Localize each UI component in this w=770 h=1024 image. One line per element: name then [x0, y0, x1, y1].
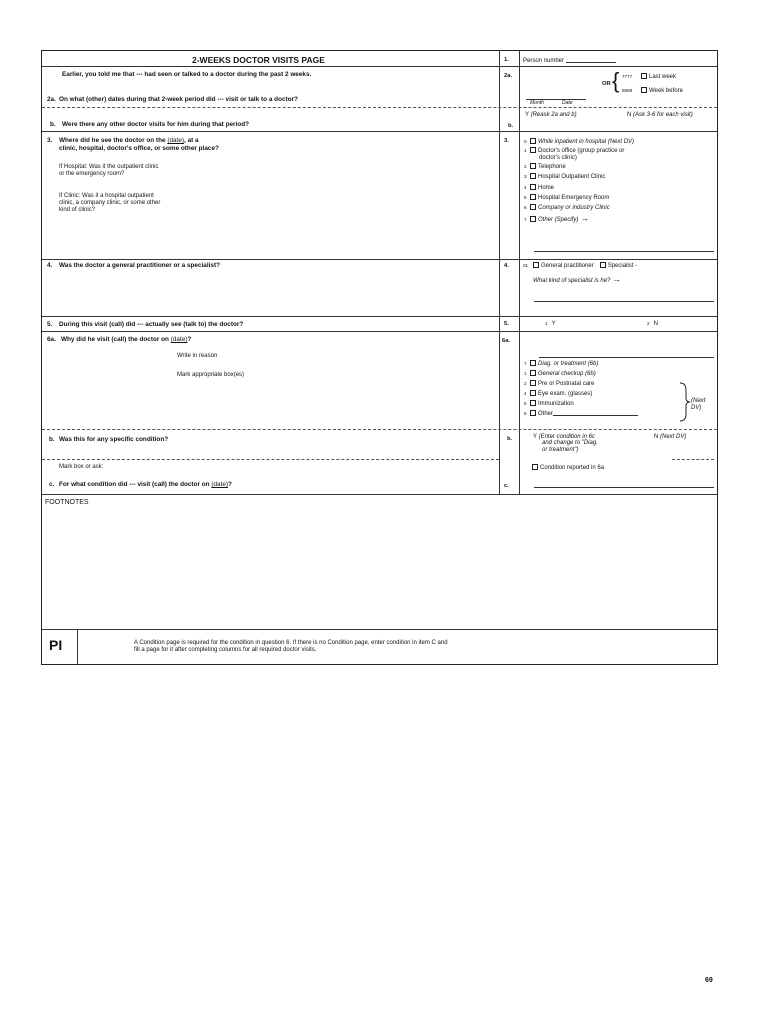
q5-item-number: 5. [504, 321, 509, 327]
q6a-right-brace [679, 382, 691, 422]
q3-clin1: If Clinic: Was it a hospital outpatient [59, 193, 154, 199]
checkbox[interactable] [530, 370, 536, 376]
code: 1 [545, 321, 548, 326]
q4-specialist-label: Specialist - [607, 263, 638, 269]
q3-option-label: Hospital Emergency Room [538, 194, 610, 201]
person-number-field[interactable] [523, 56, 616, 64]
q2b-text: Were there any other doctor visits for him during that period? [62, 121, 250, 128]
checkbox-last-week[interactable] [641, 73, 647, 79]
q6a-options [524, 359, 638, 419]
q3-option-outpatient[interactable] [524, 172, 634, 182]
q6b-yes-note1: (Enter condition in 6c [538, 434, 595, 440]
q6c-item-number: c. [504, 483, 509, 489]
checkbox-week-before[interactable] [641, 87, 647, 93]
q6a-reason-line[interactable] [539, 357, 714, 358]
q3-line1b: , at a [184, 137, 199, 144]
code: 2 [647, 321, 650, 326]
q6b-yes-note2: and change to "Diag. [542, 440, 598, 447]
q4-gp-label: General practitioner [541, 263, 594, 269]
q6a-option-label: Diag. or treatment (6b) [538, 361, 599, 367]
q3-option-doctor-office[interactable] [524, 147, 634, 155]
q6b-no: N [654, 434, 659, 440]
q6a-option-label: Immunization [538, 401, 574, 407]
q4-item-number: 4. [504, 263, 509, 269]
checkbox[interactable] [530, 163, 536, 169]
q3-option-label: Hospital Outpatient Clinic [538, 174, 606, 181]
q3-option-label: Company or industry Clinic [538, 205, 610, 212]
q3-option-home[interactable] [524, 183, 634, 193]
q6a-mark: Mark appropriate box(es) [177, 372, 245, 378]
q3-option-label: doctor's clinic) [539, 155, 577, 162]
q6b-reported-label: Condition reported in 6a [540, 465, 605, 471]
q6b-text: Was this for any specific condition? [59, 436, 169, 443]
q6c-qmark: ? [228, 481, 232, 488]
q6c-line [59, 481, 232, 488]
checkbox[interactable] [530, 184, 536, 190]
arrow-icon: → [580, 213, 590, 224]
code: 7 [524, 361, 527, 366]
q3-options [524, 137, 634, 225]
checkbox[interactable] [530, 380, 536, 386]
q3-line1-text: Where did he see the doctor on the [59, 137, 166, 144]
q2b-no-option[interactable] [627, 112, 693, 118]
q3-date-fill: (date) [167, 137, 185, 144]
checkbox[interactable] [530, 216, 536, 222]
q3-specify-line[interactable] [534, 251, 714, 252]
code: 01 [523, 263, 529, 268]
date-label: Date [562, 100, 573, 106]
q5-yes: Y [551, 321, 556, 327]
q2b-no-note: (Ask 3-6 for each visit) [633, 112, 693, 118]
q2a-week-before-label: Week before [649, 88, 683, 94]
code: 5 [524, 401, 527, 406]
q6a-other-line[interactable] [553, 409, 638, 416]
q6a-qmark: ? [187, 336, 192, 343]
code: 0 [524, 139, 527, 144]
person-number-line [566, 56, 616, 63]
code: 3 [524, 174, 527, 180]
q3-option-label: Telephone [538, 164, 566, 171]
q6a-option-label: Eye exam. (glasses) [538, 391, 593, 397]
q2a-last-week-label: Last week [649, 74, 677, 80]
q2a-code-last: 7777 [622, 74, 633, 79]
q6a-option-diag[interactable] [524, 359, 638, 369]
q2b-yes-option[interactable] [525, 112, 577, 118]
q6b-mark: Mark box or ask: [59, 464, 104, 470]
checkbox[interactable] [530, 390, 536, 396]
q6c-date-fill: (date) [211, 481, 229, 488]
q6a-option-label: General checkup (6b) [538, 371, 596, 377]
q6b-no-note: (Next DV) [660, 434, 687, 440]
q6a-number: 6a. [47, 336, 56, 343]
q6a-option-natal[interactable] [524, 379, 638, 389]
checkbox[interactable] [530, 400, 536, 406]
code: 4 [524, 184, 527, 190]
q6c-number: c. [49, 481, 55, 488]
specialist-line[interactable] [534, 301, 714, 302]
q3-clin2: clinic, a company clinic, or some other [59, 200, 161, 206]
q5-no-option[interactable] [647, 321, 658, 327]
code: 6 [524, 411, 527, 416]
q6a-option-immunization[interactable] [524, 399, 638, 409]
q5-no: N [653, 321, 659, 327]
q2b-yes-note: (Reask 2a and b) [530, 112, 577, 118]
q2a-code-before: 8888 [622, 88, 633, 93]
q3-option-telephone[interactable] [524, 162, 634, 172]
q6a-option-other[interactable] [524, 409, 638, 419]
q6a-text: Why did he visit (call) the doctor on [61, 336, 169, 343]
checkbox-specialist[interactable] [600, 262, 606, 268]
checkbox[interactable] [530, 194, 536, 200]
q6a-item-number: 6a. [502, 338, 511, 344]
q6a-next-dv: (Next DV) [691, 398, 706, 411]
q3-option-inpatient[interactable] [524, 137, 634, 147]
q4-text: Was the doctor a general practitioner or a specialist? [59, 262, 220, 269]
q2a-last-week-option[interactable] [622, 73, 676, 80]
page-title: 2-WEEKS DOCTOR VISITS PAGE [192, 55, 325, 65]
q6a-option-eye[interactable] [524, 389, 638, 399]
q3-clin3: kind of clinic? [59, 207, 96, 213]
q2a-text: On what (other) dates during that 2-week period did --- visit or talk to a doctor? [59, 96, 298, 103]
pi-label: PI [49, 637, 63, 653]
checkbox-general-practitioner[interactable] [533, 262, 539, 268]
checkbox[interactable] [530, 173, 536, 179]
checkbox[interactable] [530, 410, 536, 416]
q3-option-other[interactable] [524, 213, 634, 225]
q3-option-company[interactable] [524, 203, 634, 213]
q3-line1 [59, 137, 199, 144]
q6b-item-number: b. [507, 436, 513, 442]
q4-number: 4. [47, 262, 53, 269]
q3-option-label: While inpatient in hospital (Next DV) [538, 139, 635, 145]
q3-line2: clinic, hospital, doctor's office, or some other place? [59, 145, 219, 152]
q3-number: 3. [47, 137, 53, 144]
q6b-reported-option[interactable] [531, 464, 604, 471]
q3-option-label: Home [538, 184, 555, 191]
q2a-week-before-option[interactable] [622, 87, 683, 94]
q2b-yes: Y [525, 112, 529, 118]
q6a-date-fill: (date) [170, 336, 188, 343]
q3-item-number: 3. [504, 138, 509, 144]
q2a-number: 2a. [47, 96, 56, 103]
checkbox-condition-reported[interactable] [532, 464, 538, 470]
q3-option-doctor-office-cont [524, 155, 634, 162]
q3-option-label: Other (Specify) [538, 217, 579, 224]
q4-options [523, 262, 637, 269]
item-1-number: 1. [504, 57, 509, 63]
checkbox[interactable] [530, 147, 536, 153]
code: 1 [524, 148, 527, 154]
q3-hosp2: or the emergency room? [59, 171, 125, 177]
pi-line2: fill a page for it after completing columns for all required doctor visits. [134, 647, 317, 653]
q3-hosp1: If Hospital: Was it the outpatient clinic [59, 164, 159, 170]
code: 1 [524, 371, 527, 376]
q2a-brace: { [612, 68, 620, 93]
q4-followup-text: What kind of specialist is he? [533, 278, 611, 284]
checkbox[interactable] [530, 360, 536, 366]
q6a-line [61, 336, 191, 343]
q6a-option-label: Pre or Postnatal care [538, 381, 595, 387]
footnotes-area[interactable] [42, 509, 717, 629]
code: 4 [524, 391, 527, 396]
code: 7 [524, 217, 527, 223]
footnotes-label: FOOTNOTES [45, 499, 89, 506]
q6a-option-checkup[interactable] [524, 369, 638, 379]
q6b-yes: Y [533, 434, 537, 440]
q2a-or-label: OR [602, 81, 611, 87]
q5-number: 5. [47, 321, 53, 328]
q6b-yes-option[interactable] [533, 434, 598, 453]
q6a-write-in: Write in reason [177, 353, 218, 359]
q2b-item-number: b. [508, 123, 514, 129]
arrow-icon: → [612, 274, 622, 284]
column-divider-left [499, 51, 500, 494]
q4-followup [533, 274, 621, 284]
q6b-number: b. [49, 436, 55, 443]
q5-yes-option[interactable] [545, 321, 556, 327]
checkbox[interactable] [530, 204, 536, 210]
q3-option-label: Doctor's office (group practice or [538, 148, 625, 155]
doctor-visits-form [41, 50, 718, 665]
q2b-number: b. [50, 121, 56, 128]
intro-text: Earlier, you told me that --- had seen or talked to a doctor during the past 2 weeks. [62, 71, 312, 78]
pi-line1: A Condition page is required for the condition in question 6. If there is no Condition page, enter condition in item C and [134, 640, 448, 646]
page-number: 69 [705, 977, 713, 984]
code: 5 [524, 194, 527, 200]
q2b-no: N [627, 112, 632, 118]
month-label: Month [530, 100, 544, 106]
checkbox[interactable] [530, 138, 536, 144]
q2a-item-number: 2a. [504, 73, 513, 79]
q6b-no-option[interactable] [654, 434, 686, 440]
code: 2 [524, 164, 527, 170]
code: 6 [524, 205, 527, 211]
q6b-yes-note3: or treatment") [542, 446, 579, 453]
q6c-condition-line[interactable] [534, 487, 714, 488]
q6c-text: For what condition did --- visit (call) the doctor on [59, 481, 210, 488]
person-number-label: Person number [523, 58, 565, 64]
q6a-option-label: Other [538, 411, 554, 417]
code: 2 [524, 381, 527, 386]
column-divider-right [519, 51, 520, 494]
q5-text: During this visit (call) did --- actually see (talk to) the doctor? [59, 321, 244, 328]
q3-option-emergency[interactable] [524, 193, 634, 203]
